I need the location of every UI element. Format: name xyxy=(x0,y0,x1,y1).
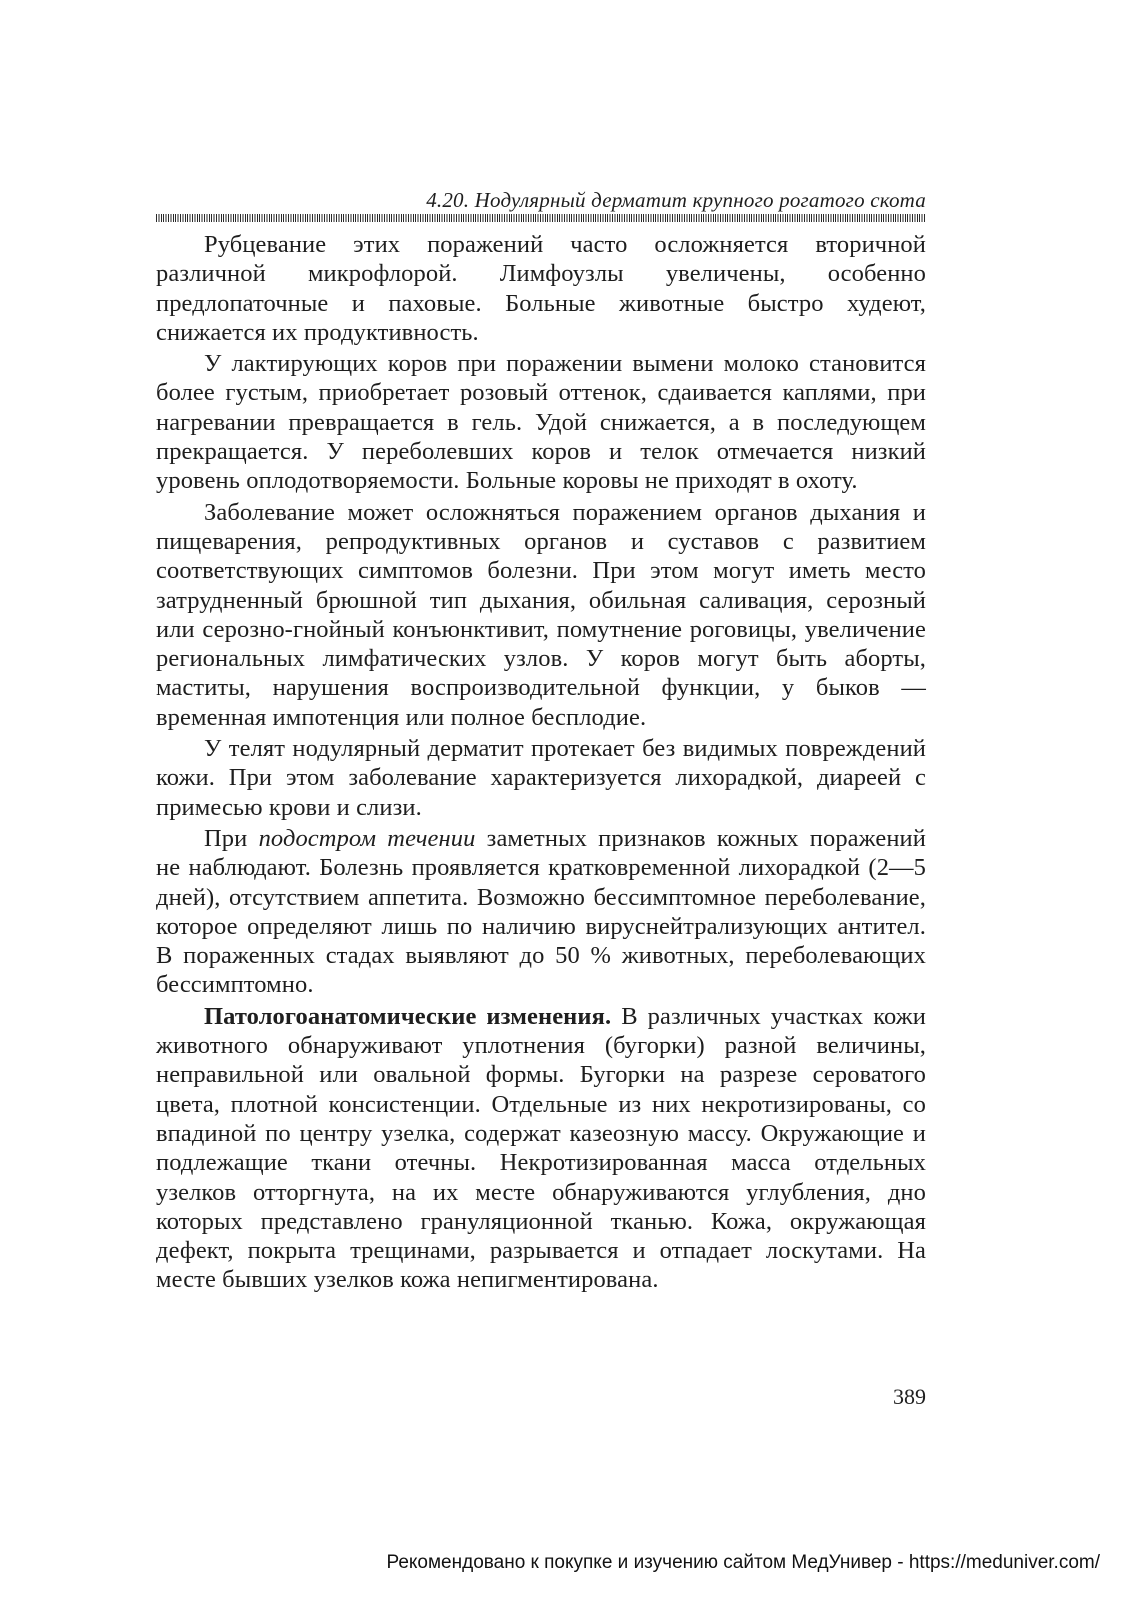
section-heading-pathology: Патологоанатомические изменения. xyxy=(204,1002,612,1030)
footer-watermark-note: Рекомендовано к покупке и изучению сайтом МедУнивер - https://meduniver.com/ xyxy=(386,1552,1100,1573)
header-rule xyxy=(156,214,926,222)
paragraph-1-text: Рубцевание этих поражений часто осложняется вторичной различной микрофлорой. Лимфоузлы увеличены, особенно предлопаточные и паховые. Больные животные быстро худеют, снижается их продуктивность. xyxy=(156,231,926,346)
paragraph-6 xyxy=(156,1002,926,1295)
page-number: 389 xyxy=(893,1384,926,1409)
paragraph-5 xyxy=(156,824,926,1000)
paragraph-3 xyxy=(156,498,926,732)
paragraph-2 xyxy=(156,349,926,495)
paragraph-5-text: заметных признаков кожных поражений не наблюдают. Болезнь проявляется кратковременной лихорадкой (2—5 дней), отсутствием аппетита. Возможно бессимптомное переболевание, которое определяют лишь по наличию вируснейтрализующих антител. В пораженных стадах выявляют до 50 % животных, переболевающих бессимптомно. xyxy=(156,824,926,999)
paragraph-4 xyxy=(156,734,926,822)
body-text xyxy=(156,230,926,1295)
running-head: 4.20. Нодулярный дерматит крупного рогатого скота xyxy=(426,188,926,212)
paragraph-6-text: В различных участках кожи животного обнаруживают уплотнения (бугорки) разной величины, неправильной или овальной формы. Бугорки на разрезе сероватого цвета, плотной консистенции. Отдельные из них некротизированы, со впадиной по центру узелка, содержат казеозную массу. Окружающие и подлежащие ткани отечны. Некротизированная масса отдельных узелков отторгнута, на их месте обнаруживаются углубления, дно которых представлено грануляционной тканью. Кожа, окружающая дефект, покрыта трещинами, разрывается и отпадает лоскутами. На месте бывших узелков кожа непигментирована. xyxy=(156,1002,926,1294)
paragraph-5-lead: При xyxy=(204,824,259,852)
paragraph-1 xyxy=(156,230,926,347)
paragraph-3-text: Заболевание может осложняться поражением органов дыхания и пищеварения, репродуктивных органов и суставов с развитием соответствующих симптомов болезни. При этом могут иметь место затрудненный брюшной тип дыхания, обильная саливация, серозный или серозно-гнойный конъюнктивит, помутнение роговицы, увеличение региональных лимфатических узлов. У коров могут быть аборты, маститы, нарушения воспроизводительной функции, у быков — временная импотенция или полное бесплодие. xyxy=(156,498,926,731)
paragraph-2-text: У лактирующих коров при поражении вымени молоко становится более густым, приобретает розовый оттенок, сдаивается каплями, при нагревании превращается в гель. Удой снижается, а в последующем прекращается. У переболевших коров и телок отмечается низкий уровень оплодотворяемости. Больные коровы не приходят в охоту. xyxy=(156,350,926,495)
paragraph-5-emphasis: подостром течении xyxy=(258,824,476,852)
paragraph-4-text: У телят нодулярный дерматит протекает без видимых повреждений кожи. При этом заболевание характеризуется лихорадкой, диареей с примесью крови и слизи. xyxy=(156,735,926,821)
